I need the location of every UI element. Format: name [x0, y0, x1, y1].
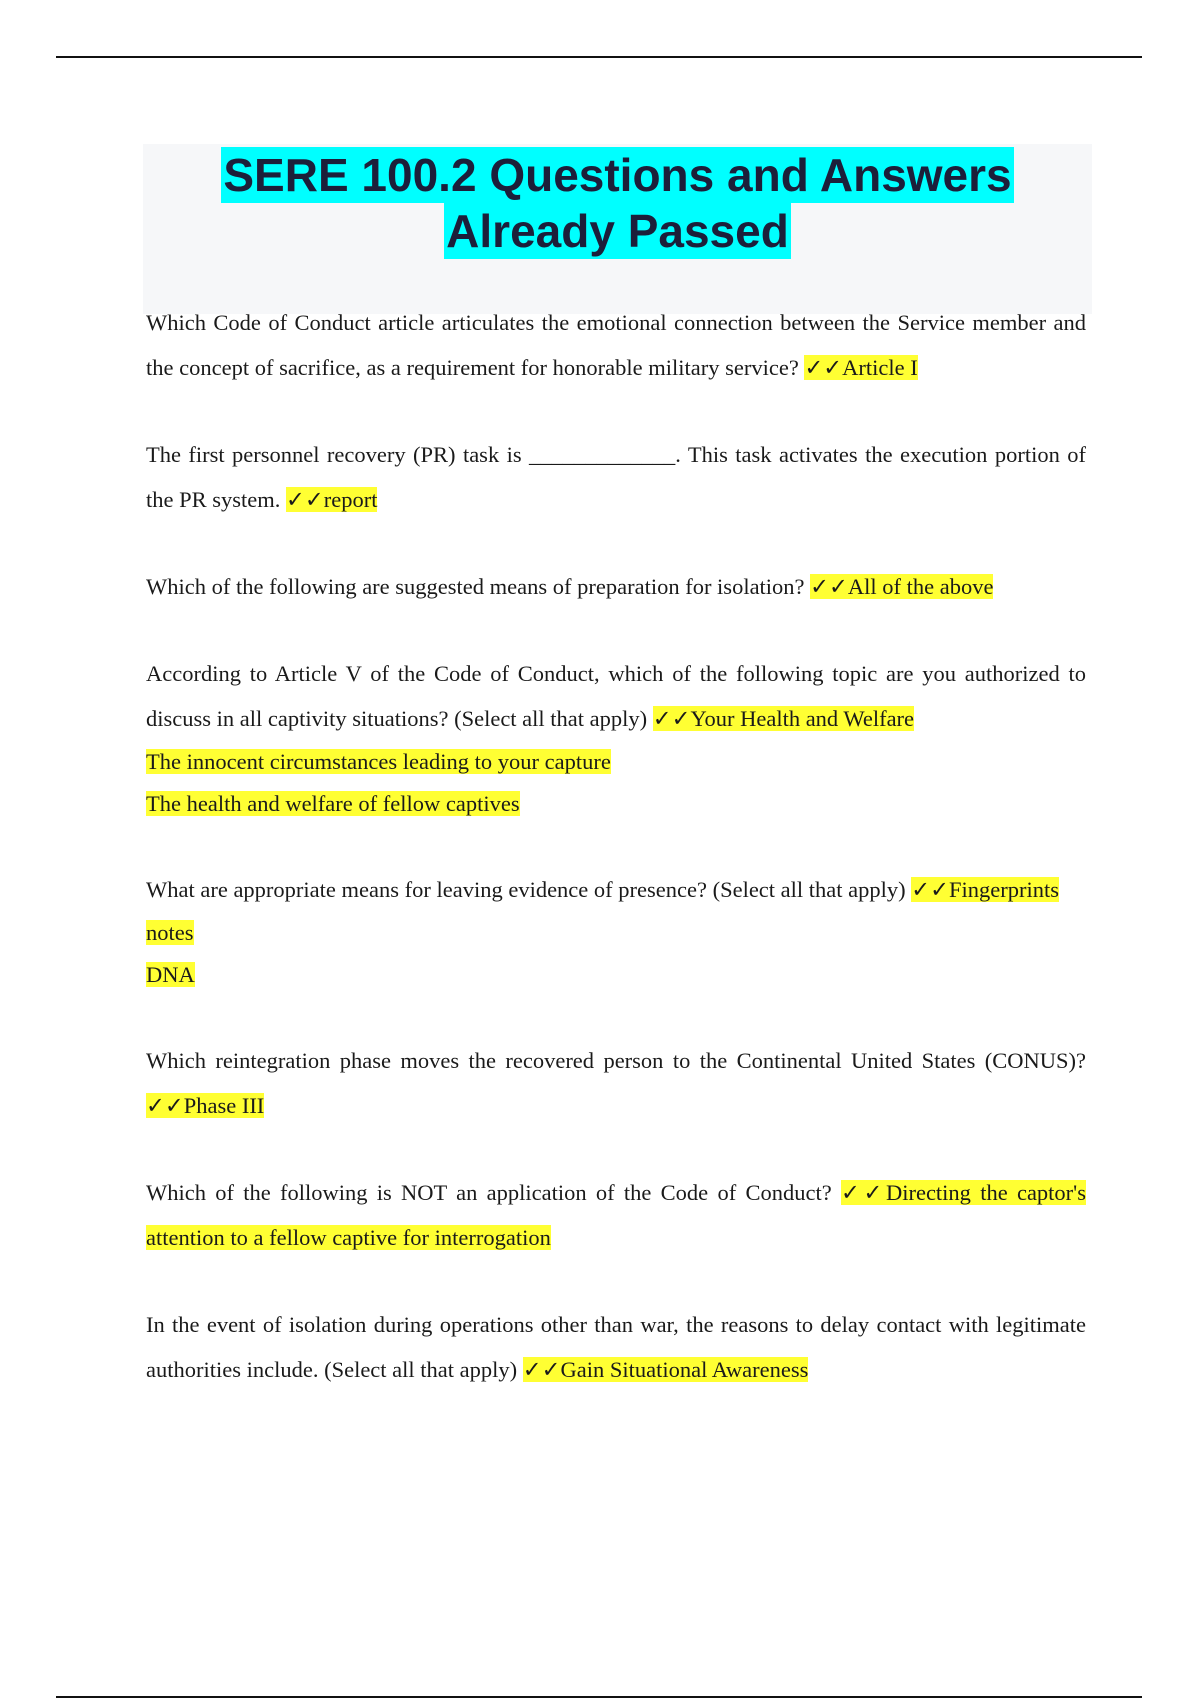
question-text: According to Article V of the Code of Conduct, which of the following topic are you authorized to discuss in all captivity situations? (Select all that apply) — [146, 661, 1086, 731]
question-text: Which reintegration phase moves the recovered person to the Continental United States (CONUS)? — [146, 1048, 1086, 1073]
question-text: Which Code of Conduct article articulates the emotional connection between the Service member and the concept of sacrifice, as a requirement for honorable military service? — [146, 310, 1086, 380]
answer: ✓✓Phase III — [146, 1093, 265, 1118]
answer: ✓✓Gain Situational Awareness — [522, 1357, 809, 1382]
question-text: Which of the following are suggested means of preparation for isolation? — [146, 574, 805, 599]
question — [146, 564, 1086, 609]
answer-extra: The innocent circumstances leading to your capture — [146, 749, 611, 774]
document-title-line-2: Already Passed — [446, 205, 789, 257]
answer: ✓✓All of the above — [810, 574, 994, 599]
qa-item — [146, 1302, 1086, 1392]
question — [146, 651, 1086, 741]
document-title-line-1: SERE 100.2 Questions and Answers — [223, 149, 1012, 201]
answer: ✓✓Your Health and Welfare — [652, 706, 915, 731]
answer-extra: The health and welfare of fellow captives — [146, 791, 520, 816]
question-text: Which of the following is NOT an application of the Code of Conduct? — [146, 1180, 832, 1205]
answer-continuation — [146, 783, 1086, 825]
qa-list — [146, 300, 1086, 1392]
qa-item — [146, 564, 1086, 609]
qa-item — [146, 651, 1086, 825]
top-rule — [56, 56, 1142, 58]
question — [146, 432, 1086, 522]
answer: ✓✓Fingerprints — [911, 877, 1059, 902]
answer: ✓✓Article I — [804, 355, 918, 380]
question — [146, 867, 1086, 912]
question-text: The first personnel recovery (PR) task is _____________. This task activates the execution portion of the PR system. — [146, 442, 1086, 512]
qa-item — [146, 432, 1086, 522]
question — [146, 300, 1086, 390]
answer-continuation — [146, 954, 1086, 996]
answer: ✓✓report — [286, 487, 378, 512]
qa-item — [146, 300, 1086, 390]
answer: ✓✓Directing the captor's attention to a fellow captive for interrogation — [146, 1180, 1086, 1250]
answer-continuation — [146, 912, 1086, 954]
question — [146, 1302, 1086, 1392]
answer-extra: DNA — [146, 962, 195, 987]
title-block — [143, 144, 1092, 314]
question-text: In the event of isolation during operations other than war, the reasons to delay contact with legitimate authorities include. (Select all that apply) — [146, 1312, 1086, 1382]
qa-item — [146, 867, 1086, 996]
question-text: What are appropriate means for leaving evidence of presence? (Select all that apply) — [146, 877, 906, 902]
answer-extra: notes — [146, 920, 194, 945]
qa-item — [146, 1170, 1086, 1260]
answer-continuation — [146, 741, 1086, 783]
bottom-rule — [56, 1696, 1142, 1698]
qa-item — [146, 1038, 1086, 1128]
question — [146, 1170, 1086, 1260]
question — [146, 1038, 1086, 1128]
